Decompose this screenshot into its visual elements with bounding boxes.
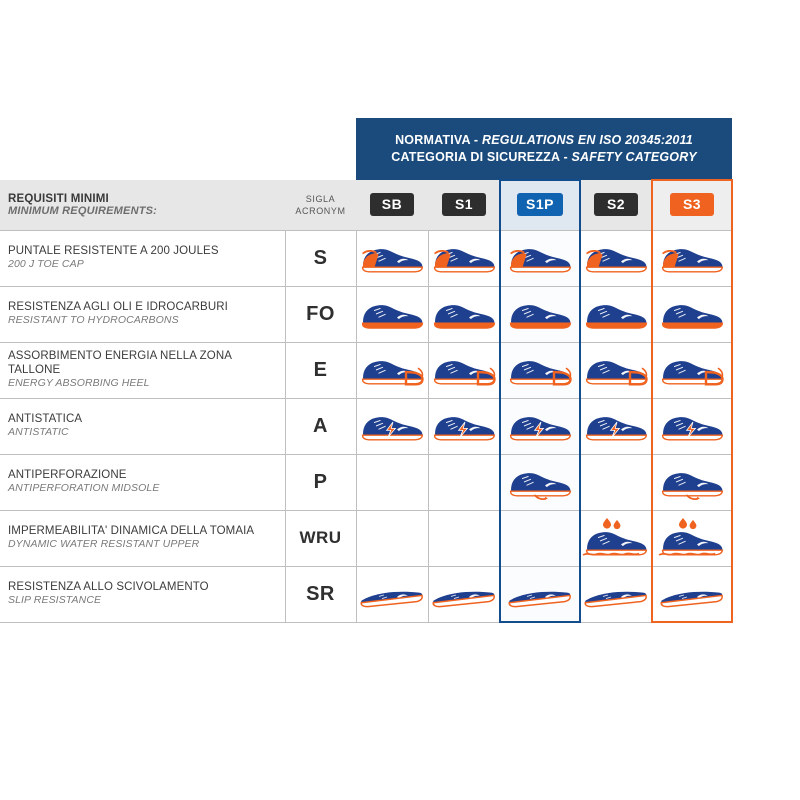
shoe-sole-icon <box>501 297 580 331</box>
shoe-svg <box>357 353 427 387</box>
shoe-svg <box>581 297 651 331</box>
shoe-icon-cell <box>500 566 580 622</box>
shoe-icon-cell <box>580 286 652 342</box>
shoe-bolt-icon <box>357 409 428 443</box>
shoe-toe-icon <box>429 241 500 275</box>
requirement-label-it: PUNTALE RESISTENTE A 200 JOULES <box>8 245 219 257</box>
shoe-svg <box>429 241 499 275</box>
shoe-svg <box>581 241 651 275</box>
acronym-cell: WRU <box>285 510 356 566</box>
shoe-svg <box>357 409 427 443</box>
shoe-icon-cell <box>356 286 428 342</box>
shoe-bolt-icon <box>581 409 652 443</box>
requirement-label-it: ANTISTATICA <box>8 413 83 425</box>
requirements-label-en: MINIMUM REQUIREMENTS: <box>8 204 158 217</box>
safety-category-line <box>356 149 732 166</box>
requirement-label-cell <box>0 566 285 622</box>
shoe-icon-cell <box>428 566 500 622</box>
table-row <box>0 510 800 566</box>
shoe-svg <box>505 241 575 275</box>
category-chip-s3: S3 <box>670 193 714 216</box>
shoe-icon-cell <box>652 342 732 398</box>
table-row <box>0 398 800 454</box>
shoe-bolt-icon <box>653 409 732 443</box>
shoe-heel-icon <box>501 353 580 387</box>
shoe-icon-cell <box>356 230 428 286</box>
shoe-icon-cell <box>356 342 428 398</box>
shoe-nail-icon <box>653 464 732 500</box>
header-blank-right <box>732 180 800 230</box>
safety-category-label-en: SAFETY CATEGORY <box>571 150 697 164</box>
requirement-label-en: ENERGY ABSORBING HEEL <box>8 377 150 389</box>
corner-blank-left <box>0 118 285 180</box>
shoe-svg <box>657 464 727 500</box>
table-row <box>0 454 800 510</box>
regulation-separator-2: - <box>559 150 572 164</box>
shoe-icon-cell <box>500 342 580 398</box>
safety-category-label-it: CATEGORIA DI SICUREZZA <box>391 150 560 164</box>
shoe-svg <box>505 409 575 443</box>
shoe-water-icon <box>653 518 732 558</box>
shoe-heel-icon <box>581 353 652 387</box>
shoe-icon-cell <box>580 566 652 622</box>
category-header-row <box>0 180 800 230</box>
shoe-heel-icon <box>653 353 732 387</box>
shoe-icon-cell <box>428 342 500 398</box>
requirement-label-cell <box>0 342 285 398</box>
shoe-icon-cell <box>500 454 580 510</box>
acronym-header-cell <box>285 180 356 230</box>
acronym-cell: P <box>285 454 356 510</box>
requirement-label-it: RESISTENZA AGLI OLI E IDROCARBURI <box>8 301 228 313</box>
row-blank-right <box>732 510 800 566</box>
requirement-label-en: DYNAMIC WATER RESISTANT UPPER <box>8 538 200 550</box>
shoe-icon-cell <box>652 286 732 342</box>
shoe-svg <box>429 297 499 331</box>
shoe-icon-cell <box>500 398 580 454</box>
shoe-icon-cell <box>580 398 652 454</box>
regulation-label-it: NORMATIVA <box>395 133 471 147</box>
shoe-toe-icon <box>581 241 652 275</box>
requirement-label-cell <box>0 286 285 342</box>
shoe-icon-cell <box>580 510 652 566</box>
regulation-label-en: REGULATIONS EN ISO 20345:2011 <box>481 133 693 147</box>
shoe-water-icon <box>581 518 652 558</box>
shoe-slip-icon <box>357 577 428 611</box>
shoe-svg <box>505 297 575 331</box>
shoe-svg <box>429 409 499 443</box>
shoe-heel-icon <box>429 353 500 387</box>
row-blank-right <box>732 342 800 398</box>
shoe-slip-icon <box>501 577 580 611</box>
requirement-label-cell <box>0 398 285 454</box>
table-row <box>0 286 800 342</box>
acronym-label-en: ACRONYM <box>295 205 346 216</box>
empty-cell <box>356 454 428 510</box>
shoe-slip-icon <box>653 577 732 611</box>
shoe-icon-cell <box>652 454 732 510</box>
empty-cell <box>428 510 500 566</box>
shoe-svg <box>357 241 427 275</box>
shoe-heel-icon <box>357 353 428 387</box>
category-header-s2 <box>580 180 652 230</box>
shoe-slip-svg <box>357 577 427 611</box>
regulation-line <box>356 132 732 149</box>
requirement-label-en: 200 J TOE CAP <box>8 258 84 270</box>
shoe-svg <box>505 353 575 387</box>
requirement-label-cell <box>0 510 285 566</box>
category-chip-s2: S2 <box>594 193 638 216</box>
shoe-icon-cell <box>580 342 652 398</box>
shoe-icon-cell <box>652 398 732 454</box>
shoe-svg <box>657 297 727 331</box>
acronym-cell: E <box>285 342 356 398</box>
row-blank-right <box>732 230 800 286</box>
shoe-slip-svg <box>429 577 499 611</box>
acronym-cell: A <box>285 398 356 454</box>
table-row <box>0 566 800 622</box>
shoe-bolt-icon <box>429 409 500 443</box>
requirement-label-en: ANTIPERFORATION MIDSOLE <box>8 482 160 494</box>
shoe-icon-cell <box>428 398 500 454</box>
table-row <box>0 342 800 398</box>
requirements-header-cell <box>0 180 285 230</box>
matrix-body <box>0 230 800 622</box>
shoe-icon-cell <box>356 398 428 454</box>
category-header-s1p <box>500 180 580 230</box>
shoe-svg <box>657 241 727 275</box>
shoe-icon-cell <box>652 566 732 622</box>
row-blank-right <box>732 566 800 622</box>
category-chip-s1p: S1P <box>517 193 563 216</box>
matrix-table <box>0 118 800 623</box>
shoe-sole-icon <box>357 297 428 331</box>
shoe-slip-icon <box>429 577 500 611</box>
regulation-header-row <box>0 118 800 180</box>
shoe-slip-svg <box>581 577 651 611</box>
shoe-icon-cell <box>500 286 580 342</box>
shoe-toe-icon <box>357 241 428 275</box>
requirement-label-it: IMPERMEABILITA' DINAMICA DELLA TOMAIA <box>8 525 255 537</box>
shoe-toe-icon <box>501 241 580 275</box>
acronym-cell: S <box>285 230 356 286</box>
shoe-icon-cell <box>428 286 500 342</box>
shoe-slip-icon <box>581 577 652 611</box>
corner-blank-right <box>732 118 800 180</box>
requirement-label-en: SLIP RESISTANCE <box>8 594 102 606</box>
shoe-icon-cell <box>652 230 732 286</box>
shoe-sole-icon <box>581 297 652 331</box>
requirement-label-it: ANTIPERFORAZIONE <box>8 469 127 481</box>
requirement-label-cell <box>0 454 285 510</box>
shoe-icon-cell <box>652 510 732 566</box>
category-header-sb <box>356 180 428 230</box>
shoe-svg <box>581 353 651 387</box>
empty-cell <box>580 454 652 510</box>
shoe-icon-cell <box>428 230 500 286</box>
shoe-slip-svg <box>505 577 575 611</box>
acronym-label-it: SIGLA <box>305 193 336 204</box>
safety-category-matrix <box>0 118 800 623</box>
shoe-bolt-icon <box>501 409 580 443</box>
requirements-label-it: REQUISITI MINIMI <box>8 192 109 205</box>
shoe-icon-cell <box>500 230 580 286</box>
shoe-icon-cell <box>356 566 428 622</box>
shoe-svg <box>657 353 727 387</box>
regulation-separator-1: - <box>470 133 482 147</box>
empty-cell <box>356 510 428 566</box>
category-chip-s1: S1 <box>442 193 486 216</box>
shoe-icon-cell <box>580 230 652 286</box>
corner-blank-acronym <box>285 118 356 180</box>
shoe-slip-svg <box>657 577 727 611</box>
requirement-label-en: ANTISTATIC <box>8 426 69 438</box>
row-blank-right <box>732 454 800 510</box>
empty-cell <box>428 454 500 510</box>
shoe-svg <box>357 297 427 331</box>
shoe-water-svg <box>581 518 651 558</box>
shoe-sole-icon <box>653 297 732 331</box>
requirement-label-cell <box>0 230 285 286</box>
empty-cell <box>500 510 580 566</box>
row-blank-right <box>732 286 800 342</box>
shoe-svg <box>581 409 651 443</box>
row-blank-right <box>732 398 800 454</box>
shoe-sole-icon <box>429 297 500 331</box>
shoe-svg <box>429 353 499 387</box>
requirement-label-it: RESISTENZA ALLO SCIVOLAMENTO <box>8 581 209 593</box>
requirement-label-en: RESISTANT TO HYDROCARBONS <box>8 314 179 326</box>
table-row <box>0 230 800 286</box>
requirement-label-it: ASSORBIMENTO ENERGIA NELLA ZONA TALLONE <box>8 350 232 376</box>
acronym-cell: FO <box>285 286 356 342</box>
shoe-svg <box>505 464 575 500</box>
shoe-svg <box>657 409 727 443</box>
shoe-water-svg <box>657 518 727 558</box>
category-header-s3 <box>652 180 732 230</box>
shoe-nail-icon <box>501 464 580 500</box>
shoe-toe-icon <box>653 241 732 275</box>
category-header-s1 <box>428 180 500 230</box>
acronym-cell: SR <box>285 566 356 622</box>
regulation-header-band <box>356 118 732 180</box>
category-chip-sb: SB <box>370 193 414 216</box>
